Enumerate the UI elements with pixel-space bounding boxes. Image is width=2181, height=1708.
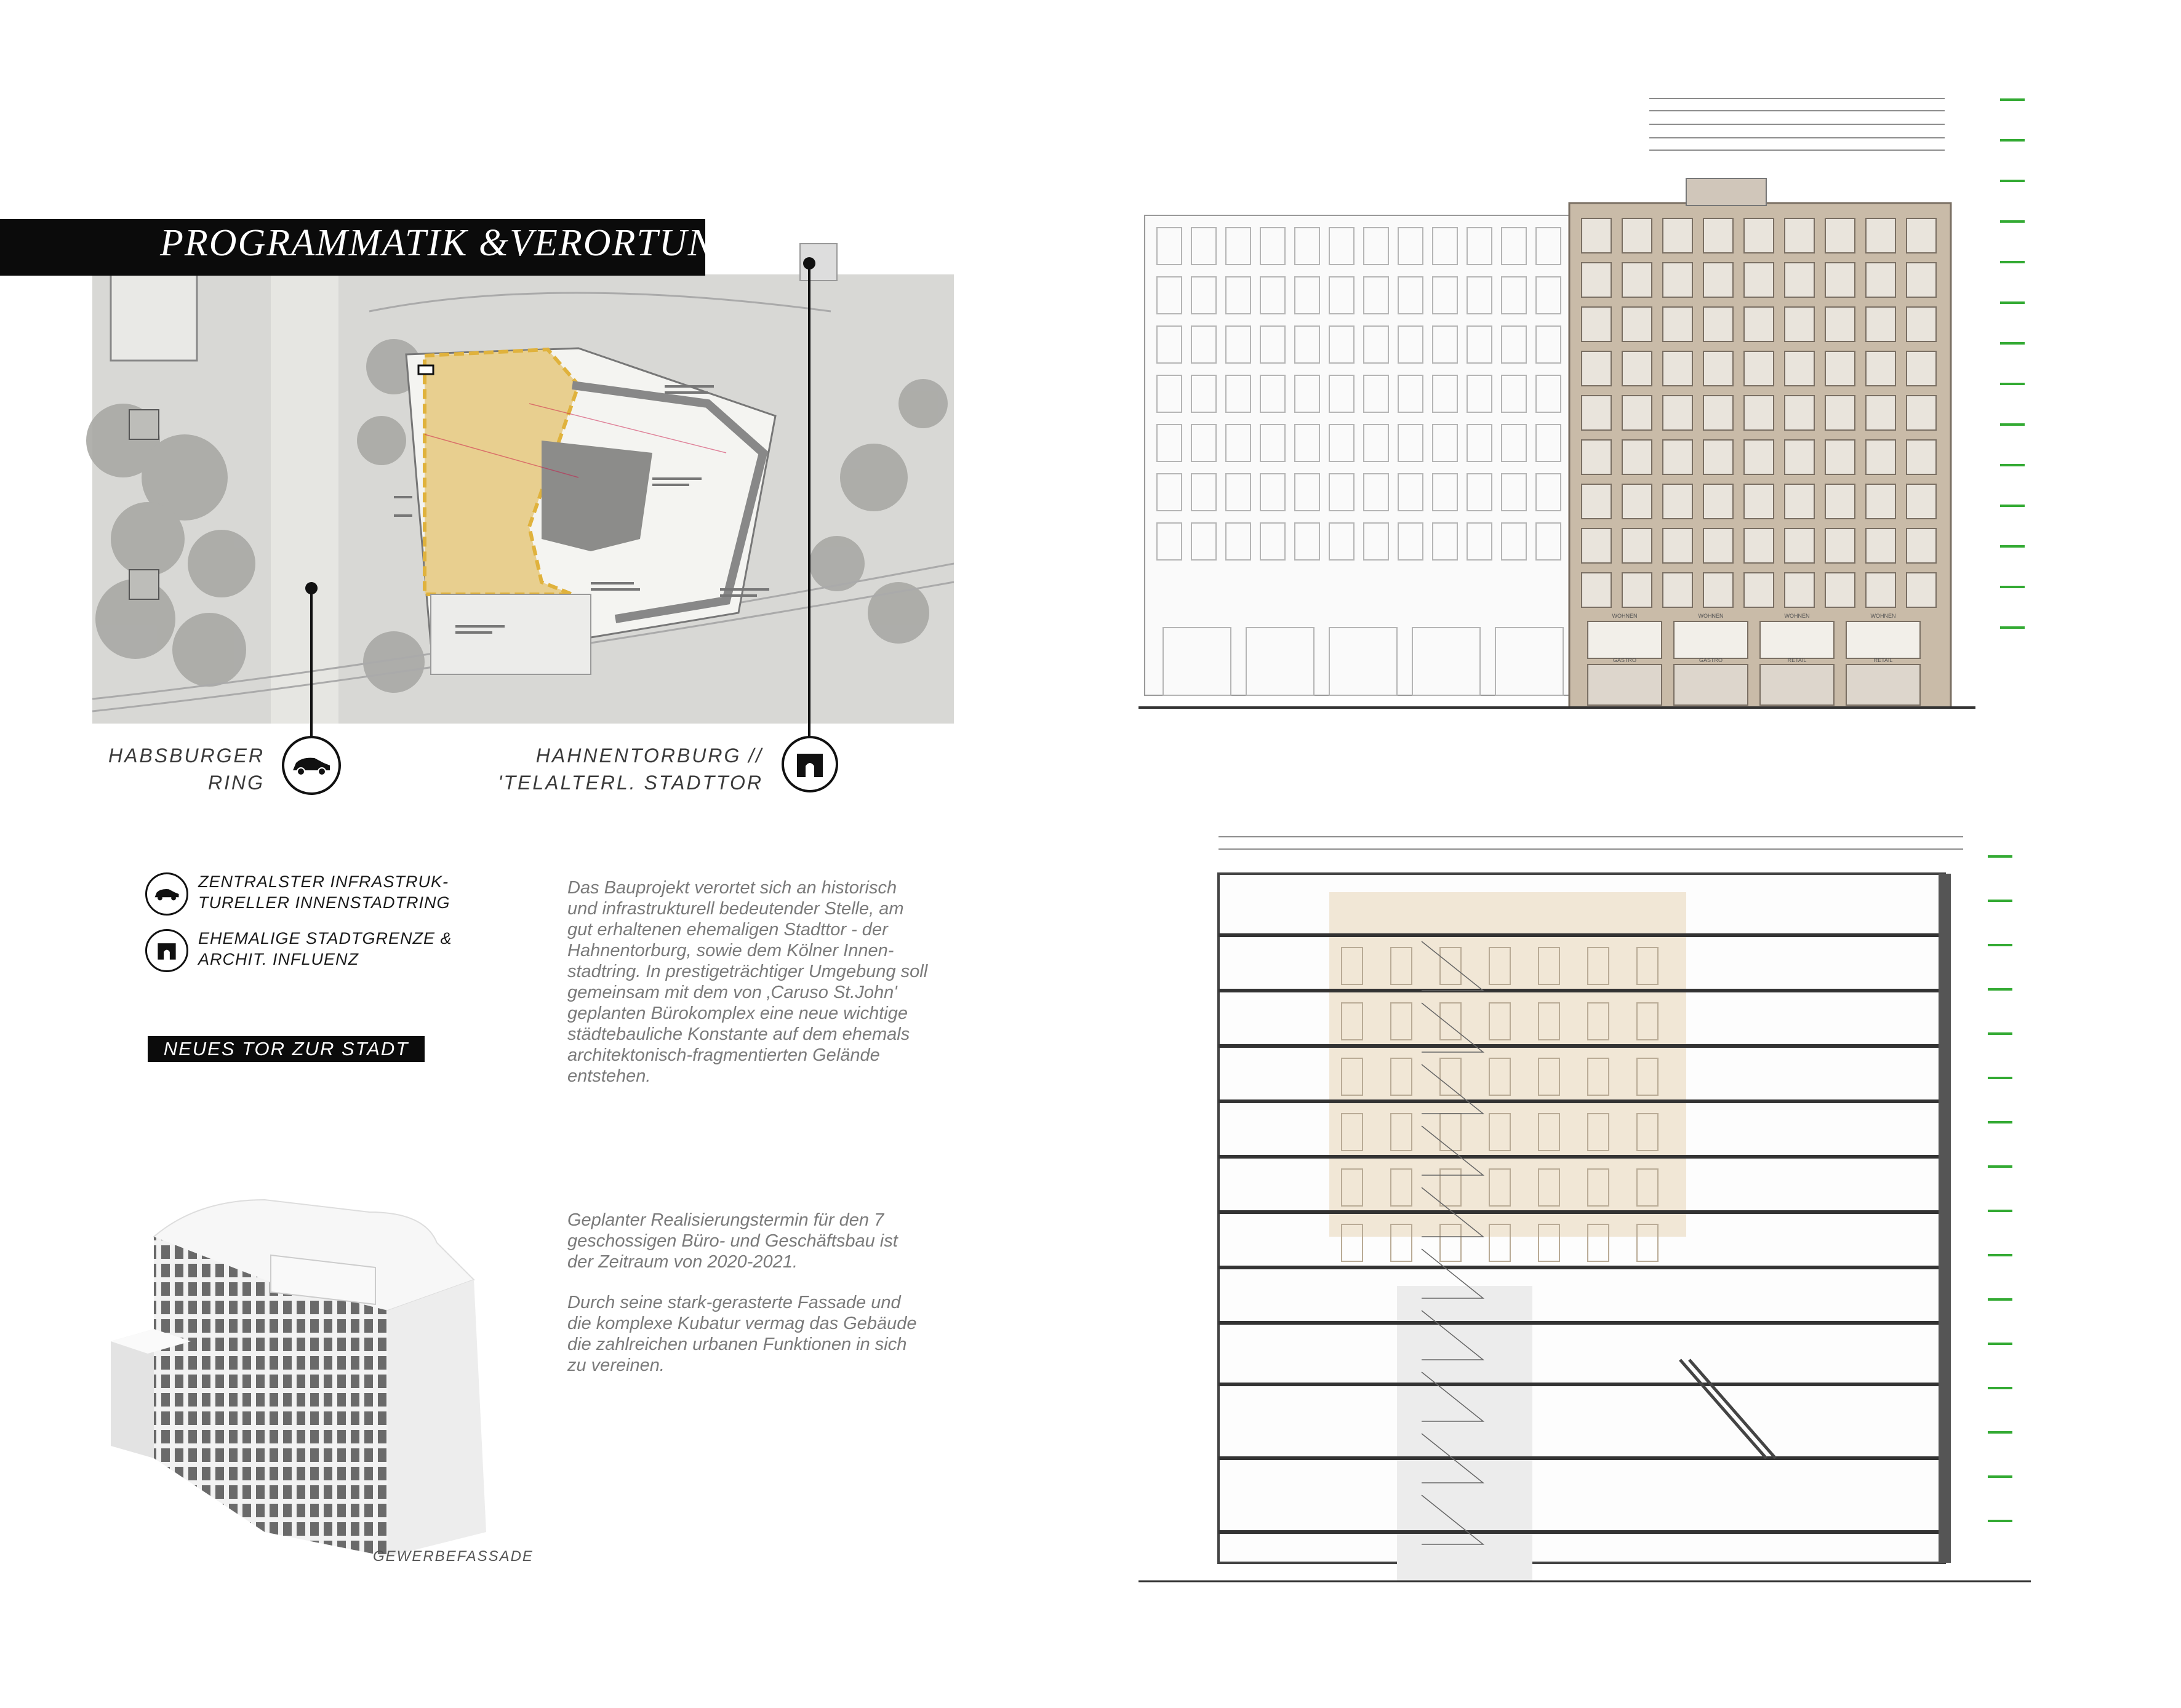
facade-window — [1744, 351, 1774, 386]
facade-window — [1703, 351, 1733, 386]
facade-window — [1663, 263, 1692, 297]
facade-window — [1825, 484, 1855, 519]
facade-window — [1744, 573, 1774, 607]
intro-line: Das Bauprojekt verortet sich an historisch — [567, 878, 897, 898]
section-level-marker — [1988, 1387, 2012, 1389]
level-marker — [2000, 464, 2025, 466]
section-level-marker — [1988, 1298, 2012, 1301]
elevation-band-label: WOHNEN — [1698, 613, 1724, 619]
intro-line: architektonisch-fragmentierten Gelände — [567, 1045, 880, 1065]
section-level-marker — [1988, 1165, 2012, 1168]
habsburger-ring-label-line1: HABSBURGER — [108, 744, 265, 767]
schedule-line: Geplanter Realisierungstermin für den 7 — [567, 1210, 884, 1230]
facade-window — [1825, 440, 1855, 474]
schedule-line: der Zeitraum von 2020-2021. — [567, 1252, 798, 1272]
facade-window — [1703, 218, 1733, 253]
facade-window — [1866, 307, 1895, 341]
section-level-marker — [1988, 988, 2012, 991]
facade-window — [1785, 218, 1814, 253]
facade-window — [1744, 263, 1774, 297]
facade-window — [1663, 440, 1692, 474]
facade-window — [1907, 529, 1936, 563]
facade-window — [1663, 218, 1692, 253]
facade-window — [1663, 307, 1692, 341]
facade-window — [1582, 440, 1611, 474]
building-section-drawing — [1139, 818, 2031, 1606]
facade-window — [1744, 529, 1774, 563]
habsburger-ring-label-line2: RING — [208, 772, 265, 794]
level-marker — [2000, 139, 2025, 142]
section-level-marker — [1988, 900, 2012, 902]
schedule-paragraph — [567, 1210, 974, 1272]
facade-shop-band — [1760, 621, 1834, 658]
facade-paragraph — [567, 1292, 974, 1376]
facade-window — [1866, 218, 1895, 253]
section-level-marker — [1988, 1520, 2012, 1522]
facade-shop-window — [1846, 664, 1920, 705]
car-icon — [282, 736, 341, 795]
site-plan-map — [0, 219, 954, 785]
section-level-marker — [1988, 1032, 2012, 1035]
facade-window — [1663, 351, 1692, 386]
legend-item-city-boundary-line1: EHEMALIGE STADTGRENZE & — [198, 929, 452, 948]
facade-window — [1785, 396, 1814, 430]
facade-window — [1866, 263, 1895, 297]
facade-shop-window — [1760, 664, 1834, 705]
facade-window — [1866, 351, 1895, 386]
intro-line: geplanten Bürokomplex eine neue wichtige — [567, 1004, 908, 1023]
facade-window — [1866, 484, 1895, 519]
facade-window — [1907, 440, 1936, 474]
legend-item-city-boundary — [198, 928, 452, 970]
elevation-band-label: GASTRO — [1612, 657, 1637, 663]
facade-window — [1825, 307, 1855, 341]
facade-line: die komplexe Kubatur vermag das Gebäude — [567, 1314, 917, 1333]
level-marker — [2000, 220, 2025, 223]
facade-window — [1744, 307, 1774, 341]
facade-shop-band — [1846, 621, 1920, 658]
legend-car-icon — [145, 872, 188, 916]
facade-window — [1703, 440, 1733, 474]
section-level-marker — [1988, 1210, 2012, 1212]
facade-window — [1703, 263, 1733, 297]
elevation-band-label: WOHNEN — [1612, 613, 1638, 619]
legend-item-infrastructure-line1: ZENTRALSTER INFRASTRUK- — [198, 872, 449, 891]
section-level-marker — [1988, 1254, 2012, 1256]
facade-window — [1663, 573, 1692, 607]
facade-shop-band — [1674, 621, 1748, 658]
facade-window — [1663, 484, 1692, 519]
level-marker — [2000, 301, 2025, 304]
facade-window — [1785, 440, 1814, 474]
facade-window — [1907, 573, 1936, 607]
facade-window — [1866, 440, 1895, 474]
facade-window — [1785, 529, 1814, 563]
section-level-marker — [1988, 1077, 2012, 1079]
facade-line: Durch seine stark-gerasterte Fassade und — [567, 1293, 901, 1312]
facade-window — [1744, 440, 1774, 474]
facade-window — [1744, 484, 1774, 519]
facade-window — [1622, 218, 1652, 253]
building-model-render — [105, 1187, 523, 1569]
intro-line: Hahnentorburg, sowie dem Kölner Innen- — [567, 941, 894, 960]
facade-window — [1825, 351, 1855, 386]
facade-window — [1703, 529, 1733, 563]
facade-window — [1582, 573, 1611, 607]
hahnentorburg-label-line1: HAHNENTORBURG // — [535, 744, 763, 767]
section-level-marker — [1988, 944, 2012, 946]
level-marker — [2000, 505, 2025, 507]
habsburger-ring-label — [92, 742, 265, 796]
facade-window — [1582, 307, 1611, 341]
facade-window — [1785, 484, 1814, 519]
intro-line: stadtring. In prestigeträchtiger Umgebung soll — [567, 962, 928, 981]
facade-window — [1866, 396, 1895, 430]
section-level-marker — [1988, 1431, 2012, 1434]
schedule-line: geschossigen Büro- und Geschäftsbau ist — [567, 1231, 898, 1251]
facade-window — [1866, 573, 1895, 607]
elevation-band-label: WOHNEN — [1784, 613, 1810, 619]
facade-window — [1622, 440, 1652, 474]
facade-window — [1785, 263, 1814, 297]
elevation-band-label: WOHNEN — [1870, 613, 1896, 619]
facade-window — [1663, 396, 1692, 430]
elevation-band-label: RETAIL — [1873, 657, 1893, 663]
legend-item-city-boundary-line2: ARCHIT. INFLUENZ — [198, 950, 359, 968]
facade-shop-window — [1674, 664, 1748, 705]
page-title: PROGRAMMATIK &VERORTUNG — [160, 222, 743, 264]
facade-window — [1622, 529, 1652, 563]
facade-line: zu vereinen. — [567, 1355, 665, 1375]
facade-window — [1907, 218, 1936, 253]
facade-window — [1825, 396, 1855, 430]
model-label: GEWERBEFASSADE — [373, 1548, 534, 1565]
facade-window — [1582, 351, 1611, 386]
facade-window — [1582, 484, 1611, 519]
intro-line: und infrastrukturell bedeutender Stelle, am — [567, 899, 904, 919]
facade-window — [1582, 396, 1611, 430]
facade-window — [1907, 307, 1936, 341]
facade-window — [1703, 307, 1733, 341]
intro-line: städtebauliche Konstante auf dem ehemals — [567, 1024, 910, 1044]
street-elevation-drawing — [1139, 86, 2031, 732]
facade-shop-band — [1588, 621, 1662, 658]
facade-window — [1703, 484, 1733, 519]
facade-window — [1785, 351, 1814, 386]
facade-window — [1825, 529, 1855, 563]
facade-window — [1622, 484, 1652, 519]
facade-line: die zahlreichen urbanen Funktionen in sich — [567, 1335, 907, 1354]
level-marker — [2000, 545, 2025, 548]
facade-window — [1825, 263, 1855, 297]
new-city-gate-tag: NEUES TOR ZUR STADT — [148, 1036, 425, 1062]
intro-line: gut erhaltenen ehemaligen Stadttor - der — [567, 920, 888, 940]
facade-window — [1582, 529, 1611, 563]
facade-shop-window — [1588, 664, 1662, 705]
facade-window — [1785, 307, 1814, 341]
level-marker — [2000, 383, 2025, 385]
section-level-marker — [1988, 1343, 2012, 1345]
intro-line: gemeinsam mit dem von ‚Caruso St.John' — [567, 983, 897, 1002]
facade-window — [1907, 263, 1936, 297]
facade-window — [1785, 573, 1814, 607]
facade-window — [1703, 396, 1733, 430]
facade-window — [1825, 218, 1855, 253]
facade-window — [1907, 351, 1936, 386]
level-marker — [2000, 423, 2025, 426]
level-marker — [2000, 98, 2025, 101]
level-marker — [2000, 586, 2025, 588]
facade-window — [1907, 396, 1936, 430]
level-marker — [2000, 626, 2025, 629]
facade-window — [1622, 307, 1652, 341]
facade-window — [1582, 263, 1611, 297]
legend-city-gate-icon — [145, 929, 188, 972]
facade-window — [1582, 218, 1611, 253]
hahnentorburg-label-line2: 'TELALTERL. STADTTOR — [498, 772, 763, 794]
facade-window — [1907, 484, 1936, 519]
legend-item-infrastructure-line2: TURELLER INNENSTADTRING — [198, 893, 450, 912]
facade-window — [1866, 529, 1895, 563]
facade-window — [1744, 396, 1774, 430]
facade-window — [1622, 396, 1652, 430]
intro-line: entstehen. — [567, 1066, 651, 1086]
level-marker — [2000, 261, 2025, 263]
facade-window — [1622, 573, 1652, 607]
facade-window — [1622, 263, 1652, 297]
level-marker — [2000, 180, 2025, 182]
facade-window — [1703, 573, 1733, 607]
section-level-marker — [1988, 1121, 2012, 1123]
facade-window — [1744, 218, 1774, 253]
section-level-marker — [1988, 1475, 2012, 1478]
facade-window — [1663, 529, 1692, 563]
facade-window — [1825, 573, 1855, 607]
elevation-band-label: GASTRO — [1699, 657, 1723, 663]
intro-paragraph — [567, 877, 974, 1087]
facade-window — [1622, 351, 1652, 386]
section-level-marker — [1988, 855, 2012, 858]
city-gate-icon — [782, 736, 838, 792]
hahnentorburg-label — [480, 742, 763, 796]
legend-item-infrastructure — [198, 871, 450, 913]
level-marker — [2000, 342, 2025, 345]
elevation-band-label: RETAIL — [1787, 657, 1807, 663]
